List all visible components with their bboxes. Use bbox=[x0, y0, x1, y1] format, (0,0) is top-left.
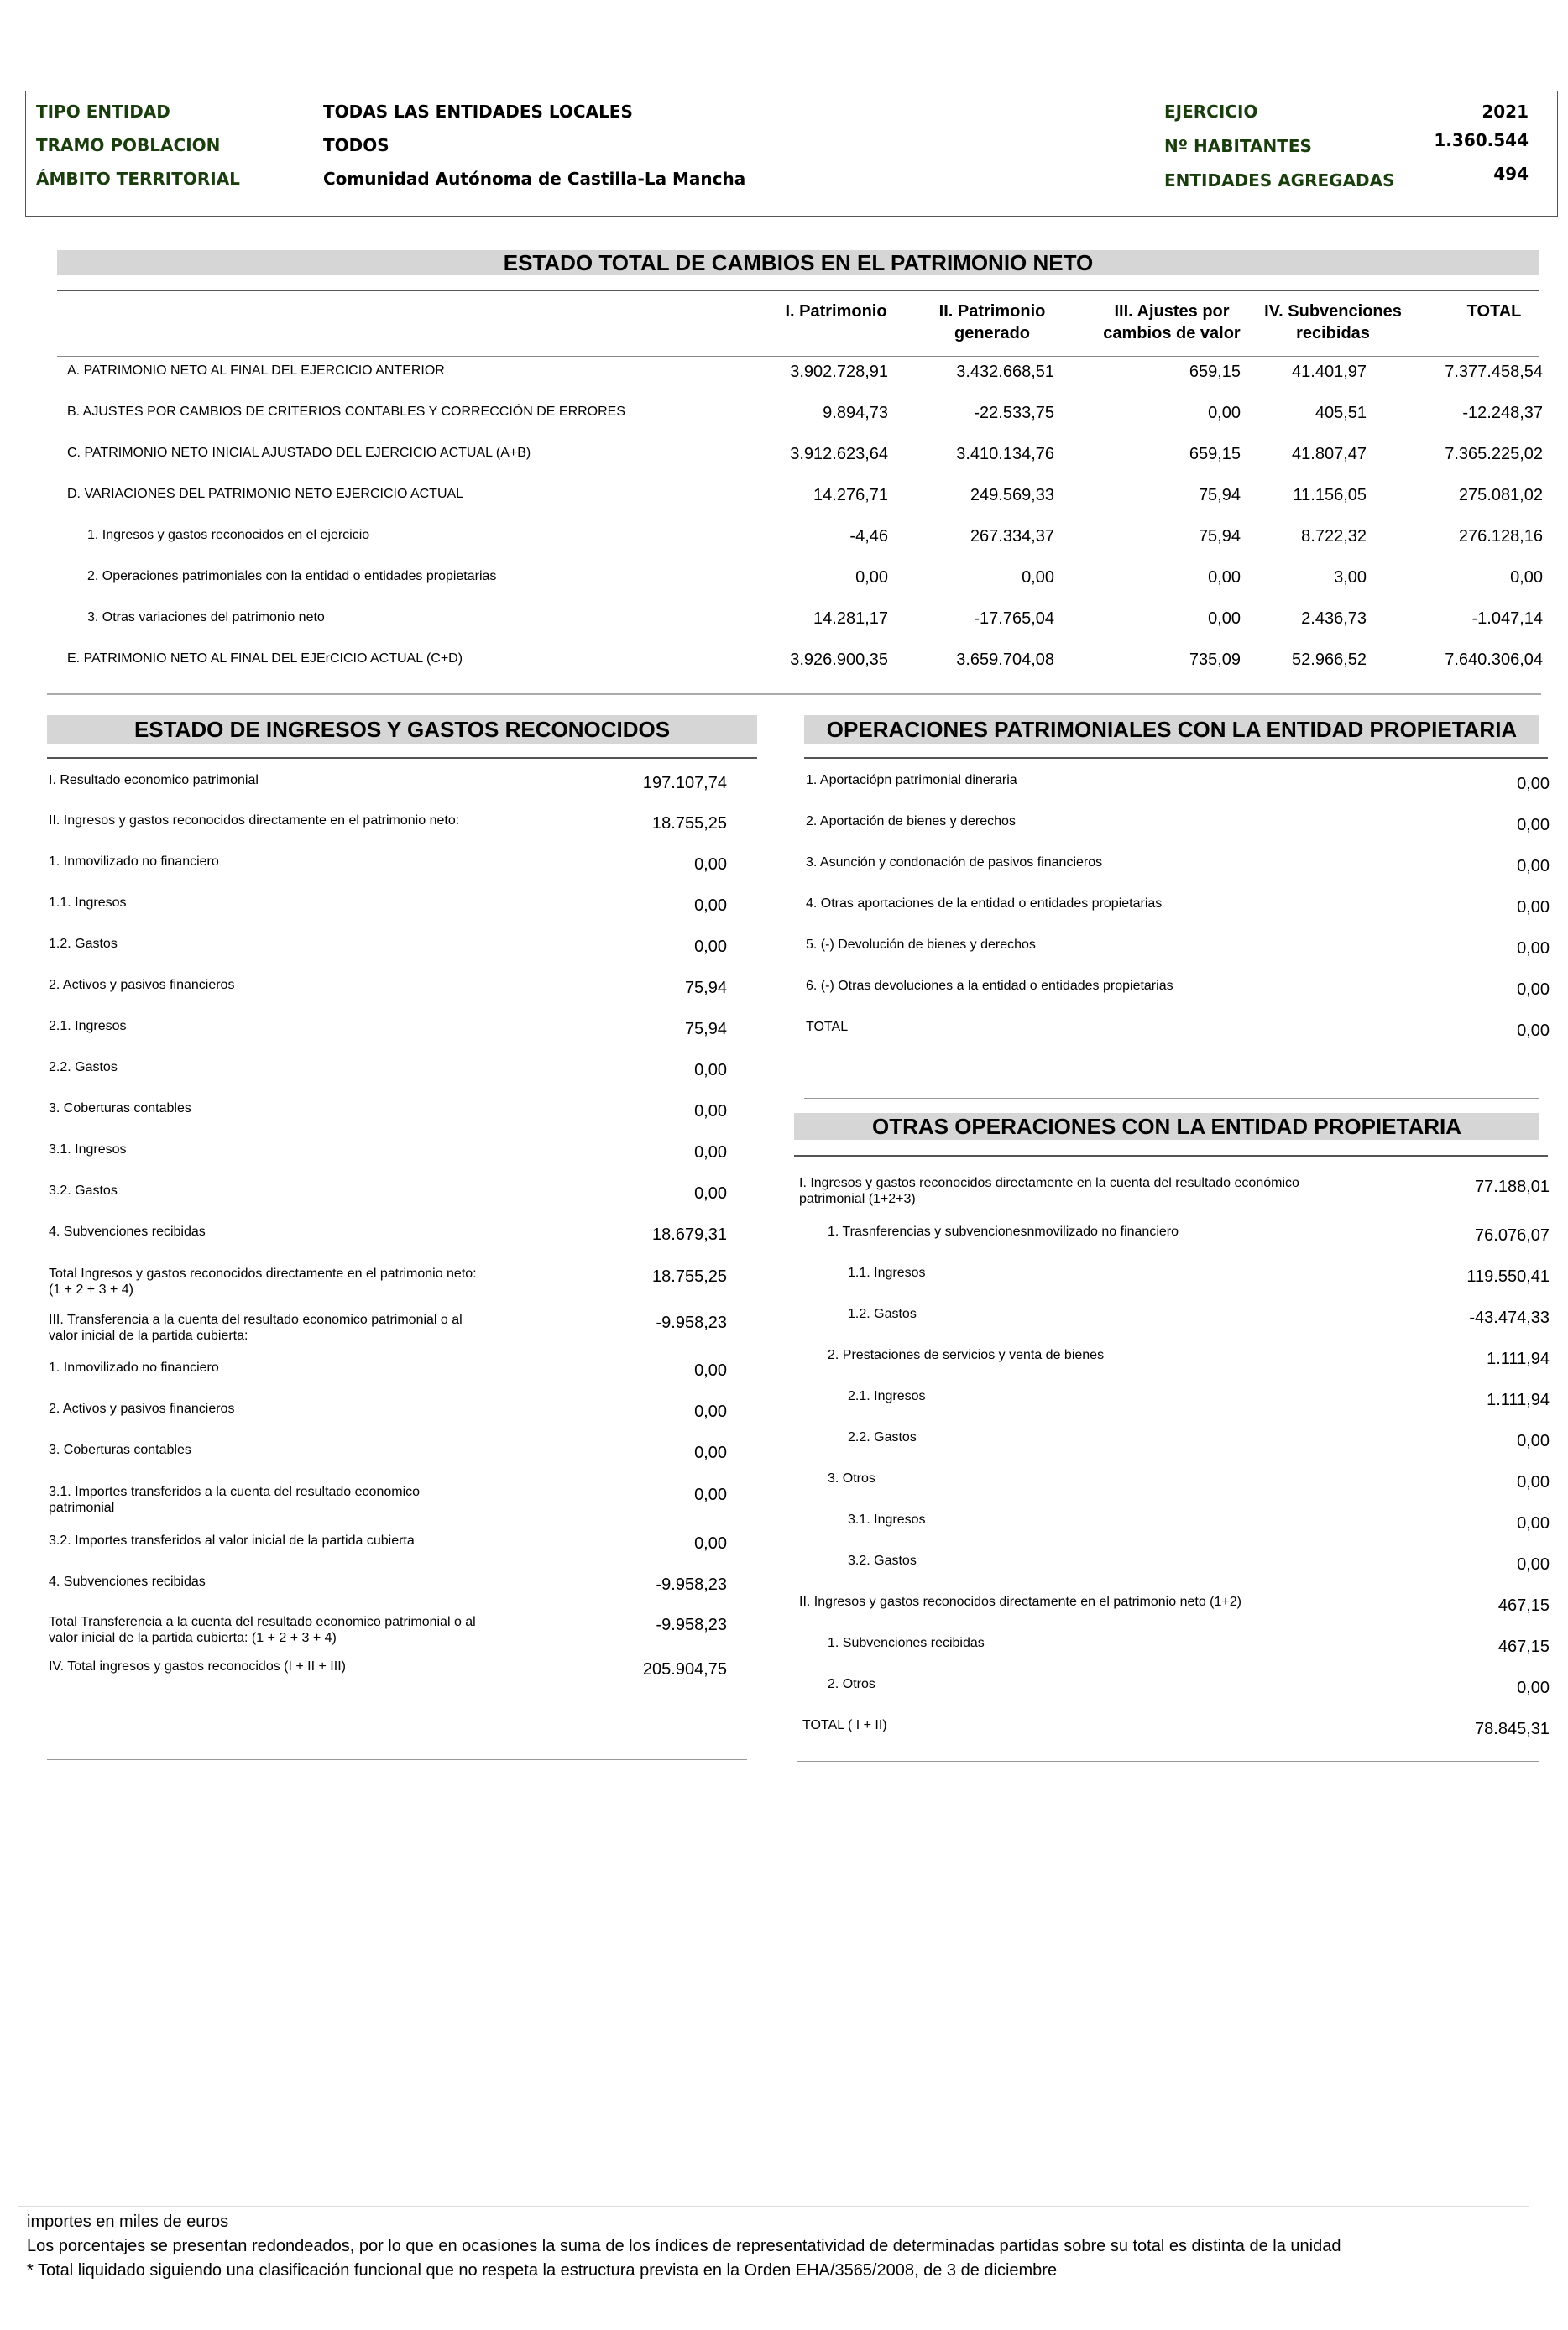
otras-bottom-rule bbox=[797, 1761, 1539, 1762]
ingresos-gastos-value: 0,00 bbox=[694, 1403, 727, 1421]
ingresos-gastos-row-label: 2.2. Gastos bbox=[49, 1060, 118, 1074]
otras-row-label: 2. Otros bbox=[828, 1677, 875, 1691]
otras-title: OTRAS OPERACIONES CON LA ENTIDAD PROPIETARIA bbox=[794, 1113, 1539, 1140]
ingresos-gastos-value: 205.904,75 bbox=[642, 1660, 727, 1679]
otras-value: 78.845,31 bbox=[1475, 1720, 1550, 1738]
patrimonio-cell: 11.156,05 bbox=[1293, 486, 1367, 504]
otras-value: 0,00 bbox=[1517, 1473, 1550, 1492]
ingresos-gastos-row-label: II. Ingresos y gastos reconocidos directamente en el patrimonio neto: bbox=[49, 813, 460, 828]
patrimonio-cell: 8.722,32 bbox=[1301, 527, 1367, 546]
operaciones-row-label: 6. (-) Otras devoluciones a la entidad o entidades propietarias bbox=[806, 979, 1173, 993]
ingresos-gastos-title: ESTADO DE INGRESOS Y GASTOS RECONOCIDOS bbox=[47, 715, 757, 744]
otras-row-label: 2.1. Ingresos bbox=[848, 1389, 926, 1403]
otras-value: 0,00 bbox=[1517, 1555, 1550, 1574]
patrimonio-cell: -4,46 bbox=[849, 527, 888, 546]
operaciones-value: 0,00 bbox=[1517, 980, 1550, 999]
ingresos-gastos-value: 197.107,74 bbox=[642, 774, 727, 792]
patrimonio-cell: 0,00 bbox=[1208, 609, 1241, 628]
entidades-agregadas-label: ENTIDADES AGREGADAS bbox=[1164, 170, 1395, 191]
tipo-entidad-label: TIPO ENTIDAD bbox=[36, 102, 170, 122]
ingresos-gastos-row-label: 3.2. Gastos bbox=[49, 1183, 118, 1198]
otras-row-label: 1. Subvenciones recibidas bbox=[828, 1636, 985, 1650]
patrimonio-cell: 7.365.225,02 bbox=[1445, 445, 1543, 463]
ingresos-gastos-row-label: 3.1. Importes transferidos a la cuenta del resultado economico patrimonial bbox=[49, 1485, 421, 1515]
patrimonio-cell: 3.912.623,64 bbox=[790, 445, 888, 463]
patrimonio-cell: 75,94 bbox=[1198, 527, 1241, 546]
ingresos-gastos-row-label: IV. Total ingresos y gastos reconocidos (I + II + III) bbox=[49, 1659, 346, 1674]
patrimonio-cell: 7.640.306,04 bbox=[1445, 650, 1543, 669]
patrimonio-cell: 735,09 bbox=[1189, 650, 1241, 669]
ingresos-gastos-value: -9.958,23 bbox=[656, 1314, 727, 1332]
otras-value: 467,15 bbox=[1497, 1638, 1550, 1656]
patrimonio-cell: 275.081,02 bbox=[1458, 486, 1543, 504]
patrimonio-cell: 14.276,71 bbox=[813, 486, 888, 504]
patrimonio-cell: 249.569,33 bbox=[970, 486, 1054, 504]
footer-rounding-note: Los porcentajes se presentan redondeados, por lo que en ocasiones la suma de los índices de representatividad de determinadas partidas sobre su total es distinta de la unidad bbox=[27, 2237, 1341, 2255]
otras-value: 0,00 bbox=[1517, 1432, 1550, 1450]
otras-row-label: 3.1. Ingresos bbox=[848, 1512, 926, 1527]
patrimonio-row-label: 1. Ingresos y gastos reconocidos en el ejercicio bbox=[87, 528, 370, 542]
patrimonio-cell: 3.432.668,51 bbox=[956, 363, 1054, 381]
operaciones-value: 0,00 bbox=[1517, 1021, 1550, 1040]
ingresos-gastos-value: 0,00 bbox=[694, 938, 727, 956]
ingresos-gastos-row-label: 1.2. Gastos bbox=[49, 937, 118, 951]
ingresos-gastos-row-label: 1.1. Ingresos bbox=[49, 896, 127, 910]
otras-value: 119.550,41 bbox=[1466, 1267, 1550, 1286]
otras-value: 76.076,07 bbox=[1475, 1226, 1550, 1245]
ingresos-gastos-row-label: III. Transferencia a la cuenta del resultado economico patrimonial o al valor inicial de la partida cubierta: bbox=[49, 1313, 463, 1343]
col-header-patrimonio: I. Patrimonio bbox=[785, 302, 887, 321]
habitantes-label: Nº HABITANTES bbox=[1164, 136, 1312, 156]
patrimonio-cell: 9.894,73 bbox=[823, 404, 888, 422]
operaciones-row-label: 3. Asunción y condonación de pasivos financieros bbox=[806, 855, 1103, 870]
ingresos-gastos-value: -9.958,23 bbox=[656, 1575, 727, 1594]
patrimonio-cell: -22.533,75 bbox=[974, 404, 1054, 422]
footer-units-note: importes en miles de euros bbox=[27, 2212, 229, 2231]
ingresos-gastos-value: 0,00 bbox=[694, 1534, 727, 1553]
patrimonio-cell: 52.966,52 bbox=[1292, 650, 1367, 669]
operaciones-row-label: 2. Aportación de bienes y derechos bbox=[806, 814, 1016, 828]
operaciones-value: 0,00 bbox=[1517, 775, 1550, 793]
otras-row-label: 2. Prestaciones de servicios y venta de bienes bbox=[828, 1348, 1105, 1362]
otras-value: 0,00 bbox=[1517, 1514, 1550, 1533]
otras-row-label: II. Ingresos y gastos reconocidos directamente en el patrimonio neto (1+2) bbox=[799, 1595, 1241, 1609]
patrimonio-row-label: D. VARIACIONES DEL PATRIMONIO NETO EJERCICIO ACTUAL bbox=[67, 487, 464, 501]
ingresos-gastos-value: 18.755,25 bbox=[652, 814, 727, 833]
col-header-ajustes: III. Ajustes por cambios de valor bbox=[1103, 302, 1241, 342]
patrimonio-cell: 0,00 bbox=[1510, 568, 1543, 587]
patrimonio-cell: 41.401,97 bbox=[1292, 363, 1367, 381]
otras-value: 77.188,01 bbox=[1475, 1178, 1550, 1196]
patrimonio-row-label: E. PATRIMONIO NETO AL FINAL DEL EJErCICIO ACTUAL (C+D) bbox=[67, 651, 463, 666]
ingresos-gastos-value: 0,00 bbox=[694, 1444, 727, 1462]
habitantes-value: 1.360.544 bbox=[1434, 130, 1529, 150]
ingresos-gastos-value: 75,94 bbox=[684, 979, 727, 997]
patrimonio-cell: 267.334,37 bbox=[970, 527, 1054, 546]
patrimonio-cell: 0,00 bbox=[1208, 568, 1241, 587]
patrimonio-cell: 3.926.900,35 bbox=[790, 650, 888, 669]
otras-top-rule bbox=[794, 1155, 1548, 1157]
operaciones-row-label: 5. (-) Devolución de bienes y derechos bbox=[806, 938, 1036, 952]
ingresos-gastos-value: 0,00 bbox=[694, 1102, 727, 1121]
operaciones-title: OPERACIONES PATRIMONIALES CON LA ENTIDAD PROPIETARIA bbox=[804, 715, 1539, 744]
patrimonio-row-label: C. PATRIMONIO NETO INICIAL AJUSTADO DEL EJERCICIO ACTUAL (A+B) bbox=[67, 446, 531, 460]
patrimonio-cell: 75,94 bbox=[1198, 486, 1241, 504]
ingresos-gastos-row-label: 4. Subvenciones recibidas bbox=[49, 1225, 206, 1239]
patrimonio-cell: 3.410.134,76 bbox=[956, 445, 1054, 463]
ingresos-gastos-value: 0,00 bbox=[694, 1184, 727, 1203]
ingresos-gastos-value: 0,00 bbox=[694, 1143, 727, 1162]
patrimonio-title: ESTADO TOTAL DE CAMBIOS EN EL PATRIMONIO NETO bbox=[57, 250, 1539, 275]
ingresos-gastos-row-label: 3.2. Importes transferidos al valor inicial de la partida cubierta bbox=[49, 1533, 415, 1548]
otras-row-label: 1.2. Gastos bbox=[848, 1307, 917, 1321]
ingresos-gastos-value: 0,00 bbox=[694, 1486, 727, 1504]
ingresos-gastos-row-label: Total Transferencia a la cuenta del resultado economico patrimonial o al valor inicial de la partida cubierta: (1 + 2 + 3 + 4) bbox=[49, 1615, 476, 1645]
otras-value: 1.111,94 bbox=[1487, 1391, 1550, 1409]
patrimonio-row-label: 2. Operaciones patrimoniales con la entidad o entidades propietarias bbox=[87, 569, 497, 583]
patrimonio-cell: -12.248,37 bbox=[1462, 404, 1543, 422]
patrimonio-cell: 0,00 bbox=[1022, 568, 1054, 587]
patrimonio-bottom-rule bbox=[47, 693, 1541, 695]
patrimonio-cell: 3.902.728,91 bbox=[790, 363, 888, 381]
patrimonio-cell: 41.807,47 bbox=[1292, 445, 1367, 463]
footer-rule bbox=[18, 2206, 1529, 2207]
operaciones-row-label: 1. Aportaciópn patrimonial dineraria bbox=[806, 773, 1017, 787]
ingresos-gastos-row-label: 2. Activos y pasivos financieros bbox=[49, 978, 235, 992]
operaciones-value: 0,00 bbox=[1517, 857, 1550, 875]
otras-row-label: 1.1. Ingresos bbox=[848, 1266, 926, 1280]
patrimonio-cell: -1.047,14 bbox=[1471, 609, 1543, 628]
ingresos-gastos-value: 75,94 bbox=[684, 1020, 727, 1038]
header-box bbox=[25, 91, 1558, 217]
patrimonio-cell: 276.128,16 bbox=[1458, 527, 1543, 546]
ingresos-gastos-bottom-rule bbox=[47, 1759, 747, 1760]
col-header-patrimonio-generado: II. Patrimonio generado bbox=[938, 302, 1046, 342]
otras-value: 0,00 bbox=[1517, 1679, 1550, 1697]
patrimonio-cell: -17.765,04 bbox=[974, 609, 1054, 628]
patrimonio-cell: 405,51 bbox=[1315, 404, 1367, 422]
ambito-territorial-label: ÁMBITO TERRITORIAL bbox=[36, 169, 240, 189]
patrimonio-cell: 3,00 bbox=[1334, 568, 1367, 587]
ambito-territorial-value: Comunidad Autónoma de Castilla-La Mancha bbox=[323, 169, 746, 189]
otras-value: 1.111,94 bbox=[1487, 1350, 1550, 1368]
patrimonio-row-label: 3. Otras variaciones del patrimonio neto bbox=[87, 610, 325, 624]
ingresos-gastos-row-label: Total Ingresos y gastos reconocidos directamente en el patrimonio neto: (1 + 2 + 3 + 4) bbox=[49, 1267, 477, 1297]
footer-classification-note: * Total liquidado siguiendo una clasificación funcional que no respeta la estructura prevista en la Orden EHA/3565/2008, de 3 de diciembre bbox=[27, 2261, 1058, 2280]
ingresos-gastos-row-label: 1. Inmovilizado no financiero bbox=[49, 854, 219, 869]
ingresos-gastos-value: 0,00 bbox=[694, 855, 727, 874]
tipo-entidad-value: TODAS LAS ENTIDADES LOCALES bbox=[323, 102, 633, 122]
ingresos-gastos-row-label: 2. Activos y pasivos financieros bbox=[49, 1402, 235, 1416]
ingresos-gastos-value: 0,00 bbox=[694, 896, 727, 915]
ingresos-gastos-row-label: 4. Subvenciones recibidas bbox=[49, 1575, 206, 1589]
tramo-poblacion-value: TODOS bbox=[323, 135, 389, 155]
operaciones-row-label: 4. Otras aportaciones de la entidad o entidades propietarias bbox=[806, 896, 1163, 911]
ingresos-gastos-value: 18.679,31 bbox=[652, 1225, 727, 1244]
ingresos-gastos-value: -9.958,23 bbox=[656, 1616, 727, 1634]
patrimonio-cell: 7.377.458,54 bbox=[1445, 363, 1543, 381]
col-header-subvenciones: IV. Subvenciones recibidas bbox=[1264, 302, 1402, 342]
ingresos-gastos-row-label: 1. Inmovilizado no financiero bbox=[49, 1361, 219, 1375]
patrimonio-cell: 0,00 bbox=[855, 568, 888, 587]
operaciones-value: 0,00 bbox=[1517, 898, 1550, 917]
otras-value: 467,15 bbox=[1497, 1596, 1550, 1615]
otras-row-label: 1. Trasnferencias y subvencionesnmovilizado no financiero bbox=[828, 1225, 1179, 1239]
otras-row-label: I. Ingresos y gastos reconocidos directamente en la cuenta del resultado económico patrimonial (1+2+3) bbox=[799, 1176, 1299, 1206]
ejercicio-label: EJERCICIO bbox=[1164, 102, 1258, 122]
patrimonio-cell: 659,15 bbox=[1189, 363, 1241, 381]
otras-row-label: TOTAL ( I + II) bbox=[802, 1718, 887, 1732]
ingresos-gastos-value: 0,00 bbox=[694, 1361, 727, 1380]
tramo-poblacion-label: TRAMO POBLACION bbox=[36, 135, 221, 155]
patrimonio-cell: 14.281,17 bbox=[813, 609, 888, 628]
ingresos-gastos-value: 18.755,25 bbox=[652, 1267, 727, 1286]
operaciones-row-label: TOTAL bbox=[806, 1020, 849, 1034]
patrimonio-cell: 0,00 bbox=[1208, 404, 1241, 422]
operaciones-value: 0,00 bbox=[1517, 939, 1550, 958]
otras-row-label: 3.2. Gastos bbox=[848, 1554, 917, 1568]
ingresos-gastos-top-rule bbox=[47, 757, 757, 759]
otras-value: -43.474,33 bbox=[1469, 1309, 1550, 1327]
ingresos-gastos-row-label: I. Resultado economico patrimonial bbox=[49, 773, 259, 787]
col-header-total: TOTAL bbox=[1466, 302, 1522, 321]
patrimonio-row-label: B. AJUSTES POR CAMBIOS DE CRITERIOS CONTABLES Y CORRECCIÓN DE ERRORES bbox=[67, 405, 626, 419]
ingresos-gastos-row-label: 3. Coberturas contables bbox=[49, 1443, 191, 1457]
otras-row-label: 2.2. Gastos bbox=[848, 1430, 917, 1444]
operaciones-top-rule bbox=[804, 757, 1548, 759]
patrimonio-cell: 2.436,73 bbox=[1301, 609, 1367, 628]
patrimonio-header-rule bbox=[57, 356, 1539, 357]
patrimonio-cell: 659,15 bbox=[1189, 445, 1241, 463]
patrimonio-row-label: A. PATRIMONIO NETO AL FINAL DEL EJERCICIO ANTERIOR bbox=[67, 363, 445, 378]
operaciones-bottom-rule bbox=[804, 1098, 1539, 1099]
otras-row-label: 3. Otros bbox=[828, 1471, 875, 1486]
ingresos-gastos-row-label: 3. Coberturas contables bbox=[49, 1101, 191, 1115]
operaciones-value: 0,00 bbox=[1517, 816, 1550, 834]
patrimonio-top-rule bbox=[57, 290, 1539, 291]
ingresos-gastos-row-label: 3.1. Ingresos bbox=[49, 1142, 127, 1157]
ejercicio-value: 2021 bbox=[1482, 102, 1529, 122]
patrimonio-cell: 3.659.704,08 bbox=[956, 650, 1054, 669]
ingresos-gastos-value: 0,00 bbox=[694, 1061, 727, 1079]
ingresos-gastos-row-label: 2.1. Ingresos bbox=[49, 1019, 127, 1033]
entidades-agregadas-value: 494 bbox=[1493, 164, 1529, 184]
